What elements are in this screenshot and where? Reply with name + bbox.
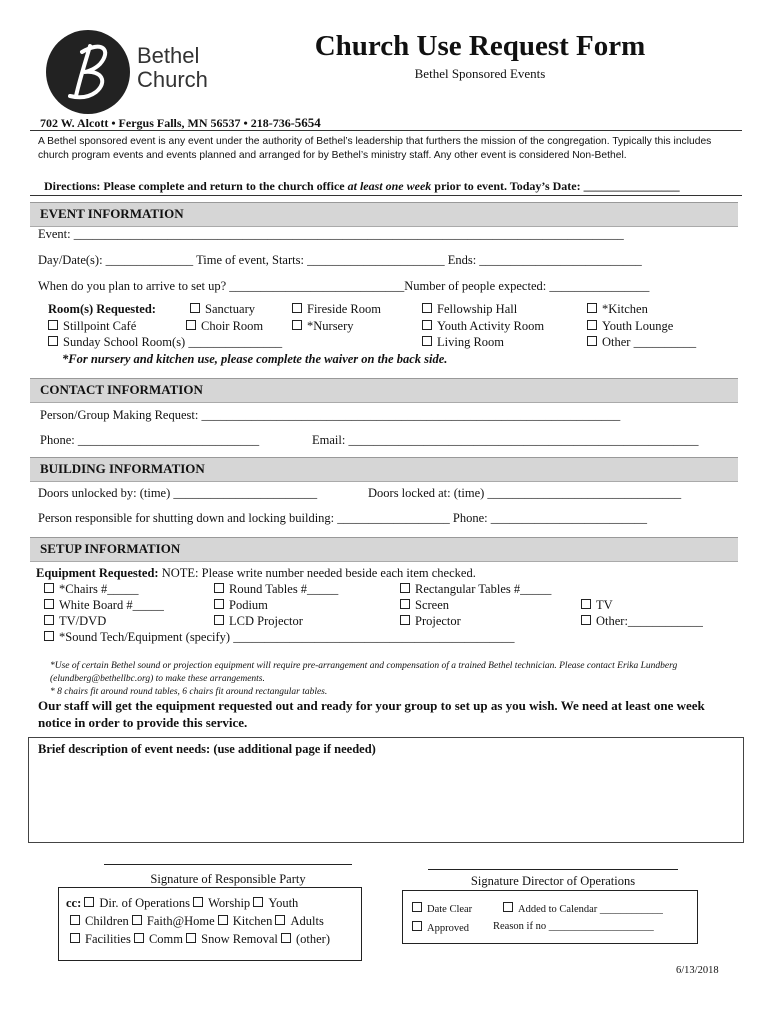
dates-field[interactable]: Day/Date(s): ______________ Time of event, Starts: ______________________ Ends: __________________________ <box>38 253 642 267</box>
equip-podium[interactable] <box>214 598 268 613</box>
room-youth-lounge[interactable] <box>587 319 673 334</box>
room-sunday-school[interactable] <box>48 335 282 350</box>
ops-added-calendar[interactable] <box>503 902 663 915</box>
room-kitchen[interactable] <box>587 302 648 317</box>
building-heading: BUILDING INFORMATION <box>40 461 205 476</box>
cc-youth: Youth <box>268 896 299 910</box>
room-label: *Nursery <box>307 319 354 333</box>
checkbox-icon[interactable] <box>422 336 432 346</box>
cc-row-3 <box>70 932 330 947</box>
checkbox-icon[interactable] <box>48 320 58 330</box>
room-choir[interactable] <box>186 319 263 334</box>
checkbox-icon[interactable] <box>44 599 54 609</box>
checkbox-icon[interactable] <box>48 336 58 346</box>
equip-whiteboard[interactable] <box>44 598 164 613</box>
responsible-field[interactable]: Person responsible for shutting down and locking building: __________________ Phone: _________________________ <box>38 511 648 525</box>
checkbox-icon[interactable] <box>400 615 410 625</box>
contact-heading: CONTACT INFORMATION <box>40 382 203 397</box>
operations-box <box>402 890 698 944</box>
equip-label: LCD Projector <box>229 614 303 628</box>
ops-date-clear[interactable] <box>412 902 472 915</box>
locked-field[interactable]: Doors locked at: (time) _______________________________ <box>368 486 682 500</box>
cc-facilities: Facilities <box>85 932 131 946</box>
checkbox-icon[interactable] <box>422 320 432 330</box>
room-other[interactable] <box>587 335 696 350</box>
cc-other: (other) <box>295 932 330 946</box>
checkbox-icon[interactable] <box>292 303 302 313</box>
room-label: Stillpoint Café <box>63 319 137 333</box>
equip-label: *Sound Tech/Equipment (specify) _____________________________________________ <box>59 630 515 644</box>
address-text: 702 W. Alcott • Fergus Falls, MN 56537 • 218-736- <box>40 116 295 130</box>
cc-children: Children <box>85 914 129 928</box>
ops-added-label: Added to Calendar ____________ <box>518 904 663 915</box>
equip-projector[interactable] <box>400 614 461 629</box>
ops-approved[interactable] <box>412 921 469 934</box>
email-field[interactable]: Email: ________________________________________________________ <box>312 433 699 447</box>
cc-row-2 <box>70 914 324 929</box>
form-subtitle: Bethel Sponsored Events <box>414 66 546 81</box>
phone-field[interactable]: Phone: _____________________________ <box>40 433 260 447</box>
checkbox-icon[interactable] <box>214 615 224 625</box>
footer-date: 6/13/2018 <box>676 965 719 976</box>
checkbox-icon[interactable] <box>190 303 200 313</box>
checkbox-icon[interactable] <box>587 303 597 313</box>
ops-approved-label: Approved <box>427 923 469 934</box>
equip-tv[interactable] <box>581 598 613 613</box>
equip-label: Screen <box>415 598 450 612</box>
brand-line1: Bethel <box>137 43 200 68</box>
room-label: Sunday School Room(s) _______________ <box>63 335 283 349</box>
sound-tech-note: *Use of certain Bethel sound or projection equipment will require pre-arrangement and compensation of a trained Bethel technician. Please contact Erika Lundberg (elundberg@bethellbc.org) to make these arrangements. <box>50 661 678 684</box>
directions-divider <box>30 195 742 196</box>
checkbox-icon[interactable] <box>587 336 597 346</box>
cc-dir-operations: Dir. of Operations <box>99 896 190 910</box>
ops-date-clear-label: Date Clear <box>427 904 473 915</box>
room-label: *Kitchen <box>602 302 648 316</box>
checkbox-icon[interactable] <box>503 902 513 912</box>
intro-text: A Bethel sponsored event is any event under the authority of Bethel’s leadership that furthers the mission of the congregation. Typically this includes church program events and events planned and arranged for by Bethel’s ministry staff. Any other event is considered Non-Bethel. <box>38 136 712 161</box>
checkbox-icon[interactable] <box>186 320 196 330</box>
event-field[interactable]: Event: ________________________________________________________________________________________ <box>38 227 624 241</box>
equip-lcd[interactable] <box>214 614 303 629</box>
director-signature-label: Signature Director of Operations <box>470 874 636 888</box>
unlocked-field[interactable]: Doors unlocked by: (time) _______________________ <box>38 486 318 500</box>
equip-label: Round Tables #_____ <box>229 582 339 596</box>
staff-note: Our staff will get the equipment requested out and ready for your group to set up as you wish. We need at least one week notice in order to provide this service. <box>38 698 705 730</box>
equipment-line <box>36 566 476 581</box>
cc-snow-removal: Snow Removal <box>201 932 278 946</box>
room-label: Fireside Room <box>307 302 381 316</box>
event-heading: EVENT INFORMATION <box>40 206 184 221</box>
checkbox-icon[interactable] <box>193 897 203 907</box>
brand-line2: Church <box>137 67 208 92</box>
cc-kitchen: Kitchen <box>232 914 273 928</box>
checkbox-icon[interactable] <box>581 599 591 609</box>
equip-label: Podium <box>229 598 268 612</box>
checkbox-icon[interactable] <box>292 320 302 330</box>
address <box>40 115 321 131</box>
cc-worship: Worship <box>208 896 251 910</box>
cc-comm: Comm <box>148 932 183 946</box>
directions-b: at least one week <box>347 179 432 193</box>
party-signature-label: Signature of Responsible Party <box>150 872 306 886</box>
equip-rect-tables[interactable] <box>400 582 551 597</box>
party-signature-line[interactable] <box>104 864 352 865</box>
checkbox-icon[interactable] <box>214 583 224 593</box>
nursery-note: *For nursery and kitchen use, please complete the waiver on the back side. <box>62 352 448 366</box>
cc-adults: Adults <box>290 914 324 928</box>
event-section-header <box>30 202 738 227</box>
checkbox-icon[interactable] <box>281 933 291 943</box>
checkbox-icon[interactable] <box>134 933 144 943</box>
room-fireside[interactable] <box>292 302 381 317</box>
checkbox-icon[interactable] <box>253 897 263 907</box>
room-label: Youth Activity Room <box>437 319 545 333</box>
setup-section-header <box>30 537 738 562</box>
header-divider <box>30 130 742 131</box>
checkbox-icon[interactable] <box>275 915 285 925</box>
checkbox-icon[interactable] <box>400 583 410 593</box>
checkbox-icon[interactable] <box>412 902 422 912</box>
checkbox-icon[interactable] <box>218 915 228 925</box>
directions-c: prior to event. Today’s Date: ________________ <box>431 179 680 193</box>
room-youth-activity[interactable] <box>422 319 544 334</box>
checkbox-icon[interactable] <box>581 615 591 625</box>
brand-name <box>137 44 208 92</box>
room-label: Living Room <box>437 335 505 349</box>
equip-round-tables[interactable] <box>214 582 338 597</box>
arrive-field[interactable]: When do you plan to arrive to set up? ____________________________Number of people expected: ________________ <box>38 279 650 293</box>
equip-label: *Chairs #_____ <box>59 582 139 596</box>
phone-tail: 5654 <box>294 115 321 130</box>
room-nursery[interactable] <box>292 319 354 334</box>
directions-a: Directions: Please complete and return to the church office <box>44 179 348 193</box>
equipment-label: Equipment Requested: <box>36 566 159 580</box>
room-label: Choir Room <box>201 319 264 333</box>
equip-tvdvd[interactable] <box>44 614 106 629</box>
room-sanctuary[interactable] <box>190 302 255 317</box>
form-title: Church Use Request Form <box>314 30 646 62</box>
description-label: Brief description of event needs: (use additional page if needed) <box>38 742 376 756</box>
equip-screen[interactable] <box>400 598 449 613</box>
room-label: Fellowship Hall <box>437 302 518 316</box>
equip-chairs[interactable] <box>44 582 139 597</box>
equip-label: Rectangular Tables #_____ <box>415 582 552 596</box>
checkbox-icon[interactable] <box>186 933 196 943</box>
checkbox-icon[interactable] <box>44 583 54 593</box>
checkbox-icon[interactable] <box>70 933 80 943</box>
checkbox-icon[interactable] <box>44 631 54 641</box>
checkbox-icon[interactable] <box>214 599 224 609</box>
equip-label: White Board #_____ <box>59 598 164 612</box>
room-label: Sanctuary <box>205 302 255 316</box>
checkbox-icon[interactable] <box>400 599 410 609</box>
equip-sound-tech[interactable] <box>44 630 514 645</box>
checkbox-icon[interactable] <box>422 303 432 313</box>
setup-heading: SETUP INFORMATION <box>40 541 181 556</box>
equipment-note: NOTE: Please write number needed beside each item checked. <box>158 566 476 580</box>
room-living[interactable] <box>422 335 504 350</box>
equip-label: Other:____________ <box>596 614 703 628</box>
cc-faith-home: Faith@Home <box>146 914 215 928</box>
room-label: Other __________ <box>602 335 697 349</box>
equip-label: TV <box>596 598 613 612</box>
checkbox-icon[interactable] <box>44 615 54 625</box>
cc-label: cc: <box>66 896 82 910</box>
ops-reason[interactable]: Reason if no ____________________ <box>493 921 654 932</box>
room-label: Youth Lounge <box>602 319 674 333</box>
checkbox-icon[interactable] <box>70 915 80 925</box>
checkbox-icon[interactable] <box>412 921 422 931</box>
checkbox-icon[interactable] <box>132 915 142 925</box>
director-signature-line[interactable] <box>428 869 678 870</box>
rooms-label: Room(s) Requested: <box>48 302 156 316</box>
room-fellowship[interactable] <box>422 302 517 317</box>
checkbox-icon[interactable] <box>587 320 597 330</box>
room-stillpoint[interactable] <box>48 319 136 334</box>
cc-row-1 <box>66 896 298 911</box>
person-field[interactable]: Person/Group Making Request: ___________________________________________________________________ <box>40 408 621 422</box>
directions <box>44 179 680 194</box>
building-section-header <box>30 457 738 482</box>
chairs-note: * 8 chairs fit around round tables, 6 chairs fit around rectangular tables. <box>50 687 328 697</box>
contact-section-header <box>30 378 738 403</box>
checkbox-icon[interactable] <box>84 897 94 907</box>
equip-label: TV/DVD <box>59 614 107 628</box>
equip-other[interactable] <box>581 614 703 629</box>
equip-label: Projector <box>415 614 461 628</box>
bethel-logo-icon <box>46 30 130 114</box>
